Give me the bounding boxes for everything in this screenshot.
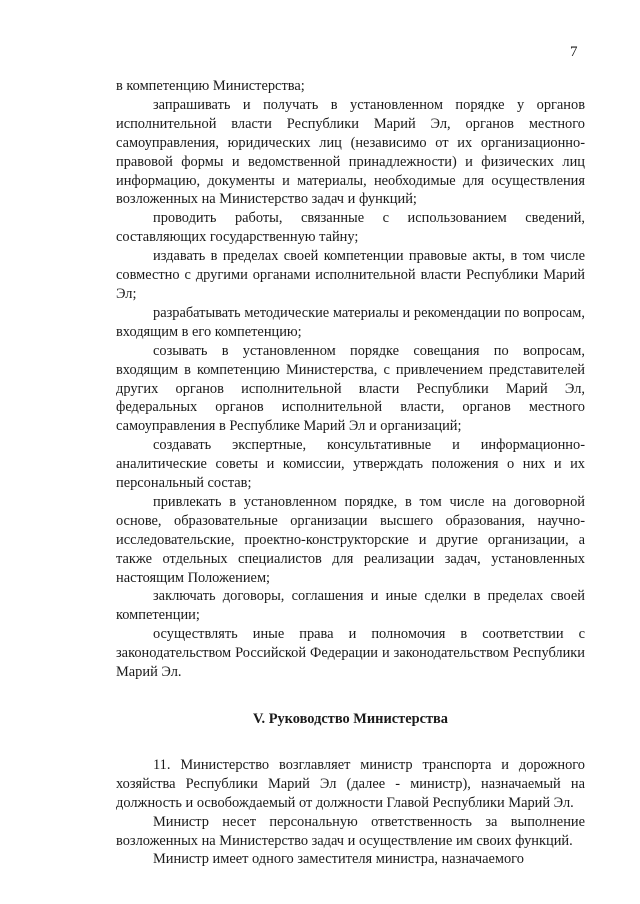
rights-list xyxy=(116,77,585,682)
management-paragraph: Министр имеет одного заместителя министра, назначаемого xyxy=(153,851,524,868)
rights-paragraph: издавать в пределах своей компетенции правовые акты, в том числе совместно с другими органами исполнительной власти Республики Марий Эл; xyxy=(116,248,585,302)
rights-paragraph: запрашивать и получать в установленном порядке у органов исполнительной власти Республики Марий Эл, органов местного самоуправления, юридических лиц (независимо от их организационно-правовой формы и ведомственной принадлежности) и физических лиц информацию, документы и материалы, необходимые для осуществления возложенных на Министерство задач и функций; xyxy=(116,96,585,208)
rights-paragraph: создавать экспертные, консультативные и информационно-аналитические советы и комиссии, утверждать положения о них и их персональный состав; xyxy=(116,437,585,492)
rights-paragraph: в компетенцию Министерства; xyxy=(116,78,305,94)
rights-paragraph: проводить работы, связанные с использованием сведений, составляющих государственную тайну; xyxy=(116,210,585,246)
rights-paragraph: разрабатывать методические материалы и рекомендации по вопросам, входящим в его компетенцию; xyxy=(116,304,585,340)
page-number: 7 xyxy=(570,44,578,60)
rights-paragraph: созывать в установленном порядке совещания по вопросам, входящим в компетенцию Министерства, с привлечением представителей других органов исполнительной власти Республики Марий Эл, федеральных органов исполнительной власти, органов местного самоуправления в Республике Марий Эл и организаций; xyxy=(116,342,585,435)
rights-paragraph: осуществлять иные права и полномочия в соответствии с законодательством Российской Федерации и законодательством Республики Марий Эл. xyxy=(116,626,585,681)
management-paragraph: Министр несет персональную ответственность за выполнение возложенных на Министерство задач и осуществление им своих функций. xyxy=(116,813,585,849)
rights-paragraph: привлекать в установленном порядке, в том числе на договорной основе, образовательные организации высшего образования, научно-исследовательские, проектно-конструкторские и другие организации, а также отдельных специалистов для реализации задач, установленных настоящим Положением; xyxy=(116,493,585,586)
document-body xyxy=(116,77,585,869)
management-paragraph: 11. Министерство возглавляет министр транспорта и дорожного хозяйства Республики Марий Эл (далее - министр), назначаемый на должность и освобождаемый от должности Главой Республики Марий Эл. xyxy=(116,756,585,811)
section-heading: V. Руководство Министерства xyxy=(252,711,449,727)
section-body xyxy=(116,756,585,869)
rights-paragraph: заключать договоры, соглашения и иные сделки в пределах своей компетенции; xyxy=(116,588,585,624)
